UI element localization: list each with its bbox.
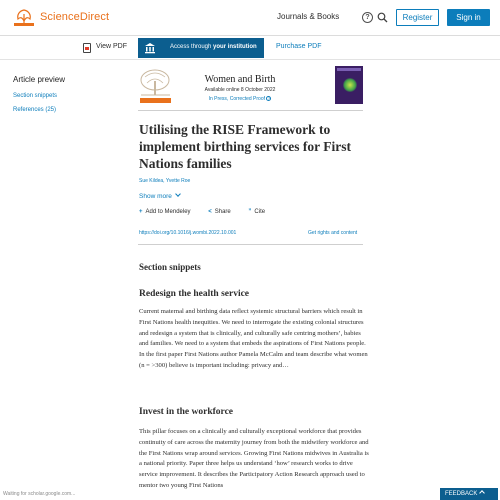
journal-name[interactable]: Women and Birth	[204, 74, 276, 85]
divider	[138, 110, 363, 111]
access-through-institution-button[interactable]	[138, 38, 264, 58]
share-button[interactable]: < Share	[208, 209, 231, 215]
add-to-mendeley-button[interactable]: + Add to Mendeley	[139, 209, 191, 215]
quote-icon: ”	[248, 209, 252, 215]
top-header	[0, 0, 500, 36]
cover-band	[337, 68, 361, 71]
chevron-up-icon	[480, 490, 486, 496]
view-pdf-link[interactable]: View PDF	[96, 43, 127, 50]
snippet-text: This pillar focuses on a clinically and culturally exceptional workforce that provides continuity of care across the maternity journey from both the midwifery workforce and the First Nations wrap around services. Growing First Nations midwives in Australia is a national priority. Paper three helps us understand ‘how’ research works to drive service improvement. It describes the Participatory Action Research approach used to mentor two young First Nations	[139, 428, 369, 489]
elsevier-tree-logo-icon[interactable]	[139, 67, 172, 105]
rights-content-link[interactable]: Get rights and content	[308, 230, 358, 236]
share-icon: <	[208, 209, 212, 215]
register-button[interactable]: Register	[396, 9, 439, 26]
browser-status-text: Waiting for scholar.google.com...	[0, 490, 78, 498]
publication-status[interactable]: In Press, Corrected Proof ?	[208, 96, 270, 102]
purchase-pdf-link[interactable]: Purchase PDF	[276, 43, 322, 50]
sidebar-item-section-snippets[interactable]: Section snippets	[13, 93, 58, 99]
search-icon[interactable]	[377, 12, 388, 23]
journal-cover-image[interactable]	[335, 66, 363, 104]
institution-icon	[144, 42, 156, 54]
available-online-date: Available online 8 October 2022	[204, 87, 276, 93]
article-actions	[139, 209, 281, 215]
brand-name[interactable]: ScienceDirect	[40, 11, 110, 23]
help-icon[interactable]: ?	[362, 12, 373, 23]
elsevier-logo-icon[interactable]	[13, 8, 35, 28]
sidebar-item-references[interactable]: References (25)	[13, 107, 57, 113]
snippet-text: Current maternal and birthing data reflect systemic structural barriers which result in First Nations health inequities. We need to interrogate the existing colonial structures and redesign a system that is clinically, and culturally safe centring mothers’, babies and families. We need to a system that embeds the aspirations of First Nations people. In the first paper First Nations author Pamela McCalm and team describe what women (n = >300) believe is important including: privacy and…	[139, 308, 368, 369]
chevron-down-icon	[175, 191, 181, 197]
sign-in-button[interactable]: Sign in	[447, 9, 490, 26]
plus-icon: +	[139, 209, 143, 215]
snippet-heading: Invest in the workforce	[139, 407, 234, 417]
section-snippets-heading: Section snippets	[139, 262, 201, 272]
journals-books-link[interactable]: Journals & Books	[277, 12, 340, 21]
access-button-label: Access through your institution	[170, 44, 257, 50]
info-icon[interactable]: ?	[267, 97, 270, 101]
article-title: Utilising the RISE Framework to implement birthing services for First Nations families	[139, 122, 351, 171]
cover-graphic	[343, 78, 357, 92]
show-more-button[interactable]: Show more	[139, 193, 180, 200]
doi-link[interactable]: https://doi.org/10.1016/j.wombi.2022.10.001	[139, 230, 237, 236]
access-bar	[0, 36, 500, 60]
sidebar-title: Article preview	[13, 75, 66, 84]
authors-list[interactable]: Sue Kildea, Yvette Roe	[139, 178, 191, 184]
cite-button[interactable]: ” Cite	[248, 209, 266, 215]
pdf-icon	[83, 43, 91, 53]
feedback-button[interactable]: FEEDBACK	[440, 488, 498, 500]
snippet-heading: Redesign the health service	[139, 289, 250, 299]
divider	[138, 244, 363, 245]
